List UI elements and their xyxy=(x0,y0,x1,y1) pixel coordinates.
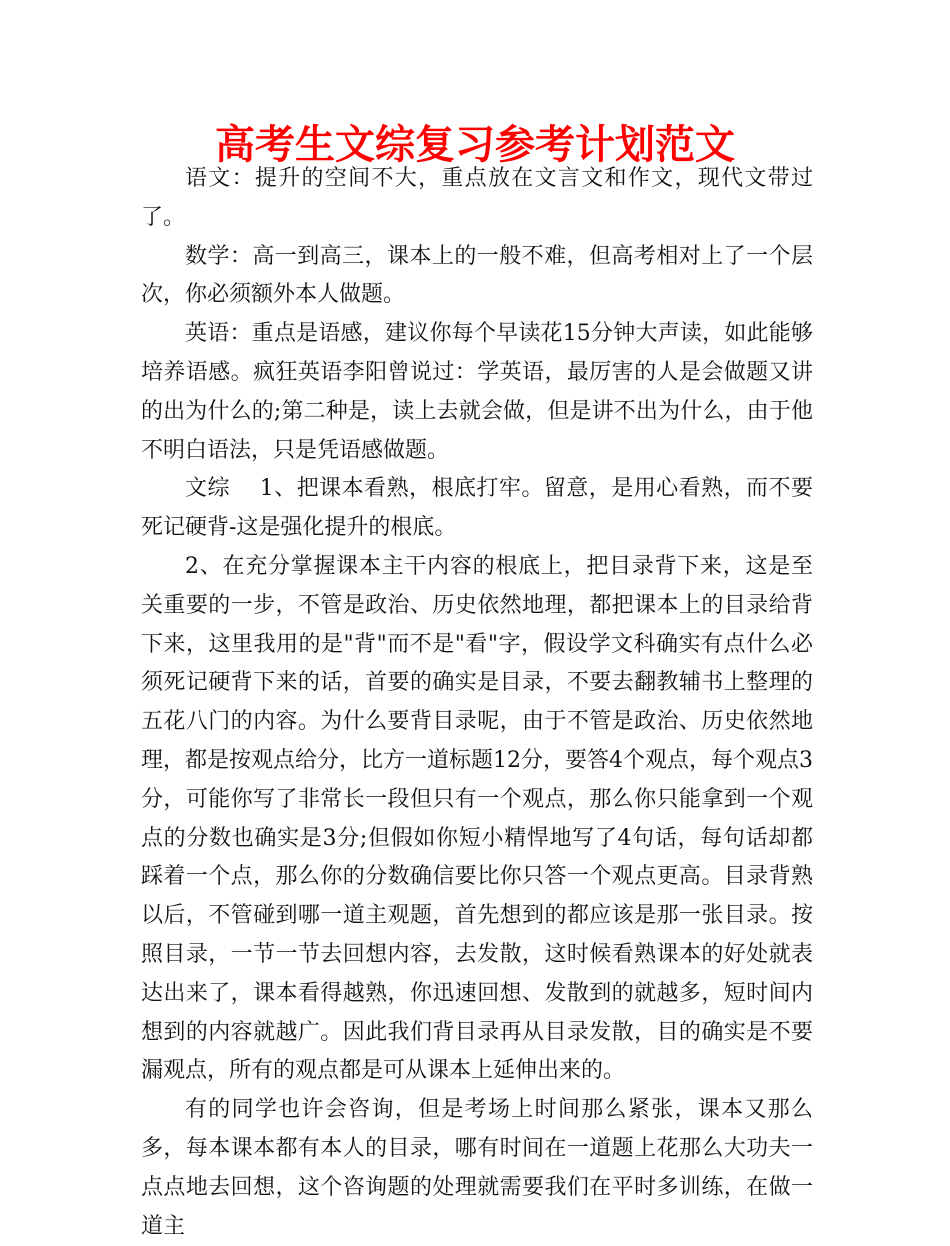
paragraph-english: 英语：重点是语感，建议你每个早读花15分钟大声读，如此能够培养语感。疯狂英语李阳曾说过：学英语，最厉害的人是会做题又讲的出为什么的;第二种是，读上去就会做，但是讲不出为什么，由于他不明白语法，只是凭语感做题。 xyxy=(141,321,813,463)
paragraph-liberal-arts-2: 2、在充分掌握课本主干内容的根底上，把目录背下来，这是至关重要的一步，不管是政治、历史依然地理，都把课本上的目录给背下来，这里我用的是"背"而不是"看"字，假设学文科确实有点什么必须死记硬背下来的话，首要的确实是目录，不要去翻教辅书上整理的五花八门的内容。为什么要背目录呢，由于不管是政治、历史依然地理，都是按观点给分，比方一道标题12分，要答4个观点，每个观点3分，可能你写了非常长一段但只有一个观点，那么你只能拿到一个观点的分数也确实是3分;但假如你短小精悍地写了4句话，每句话却都踩着一个点，那么你的分数确信要比你只答一个观点更高。目录背熟以后，不管碰到哪一道主观题，首先想到的都应该是那一张目录。按照目录，一节一节去回想内容，去发散，这时候看熟课本的好处就表达出来了，课本看得越熟，你迅速回想、发散到的就越多，短时间内想到的内容就越广。因此我们背目录再从目录发散，目的确实是不要漏观点，所有的观点都是可从课本上延伸出来的。 xyxy=(141,553,813,1084)
paragraph-chinese: 语文：提升的空间不大，重点放在文言文和作文，现代文带过了。 xyxy=(141,166,813,230)
paragraph-math: 数学：高一到高三，课本上的一般不难，但高考相对上了一个层次，你必须额外本人做题。 xyxy=(141,243,813,308)
document-title: 高考生文综复习参考计划范文 xyxy=(215,122,735,168)
document-body xyxy=(141,160,813,1246)
paragraph-liberal-arts-1: 文综 1、把课本看熟，根底打牢。留意，是用心看熟，而不要死记硬背-这是强化提升的根底。 xyxy=(141,476,813,541)
paragraph-liberal-arts-3: 有的同学也许会咨询，但是考场上时间那么紧张，课本又那么多，每本课本都有本人的目录，哪有时间在一道题上花那么大功夫一点点地去回想，这个咨询题的处理就需要我们在平时多训练，在做一道主 xyxy=(141,1097,813,1239)
